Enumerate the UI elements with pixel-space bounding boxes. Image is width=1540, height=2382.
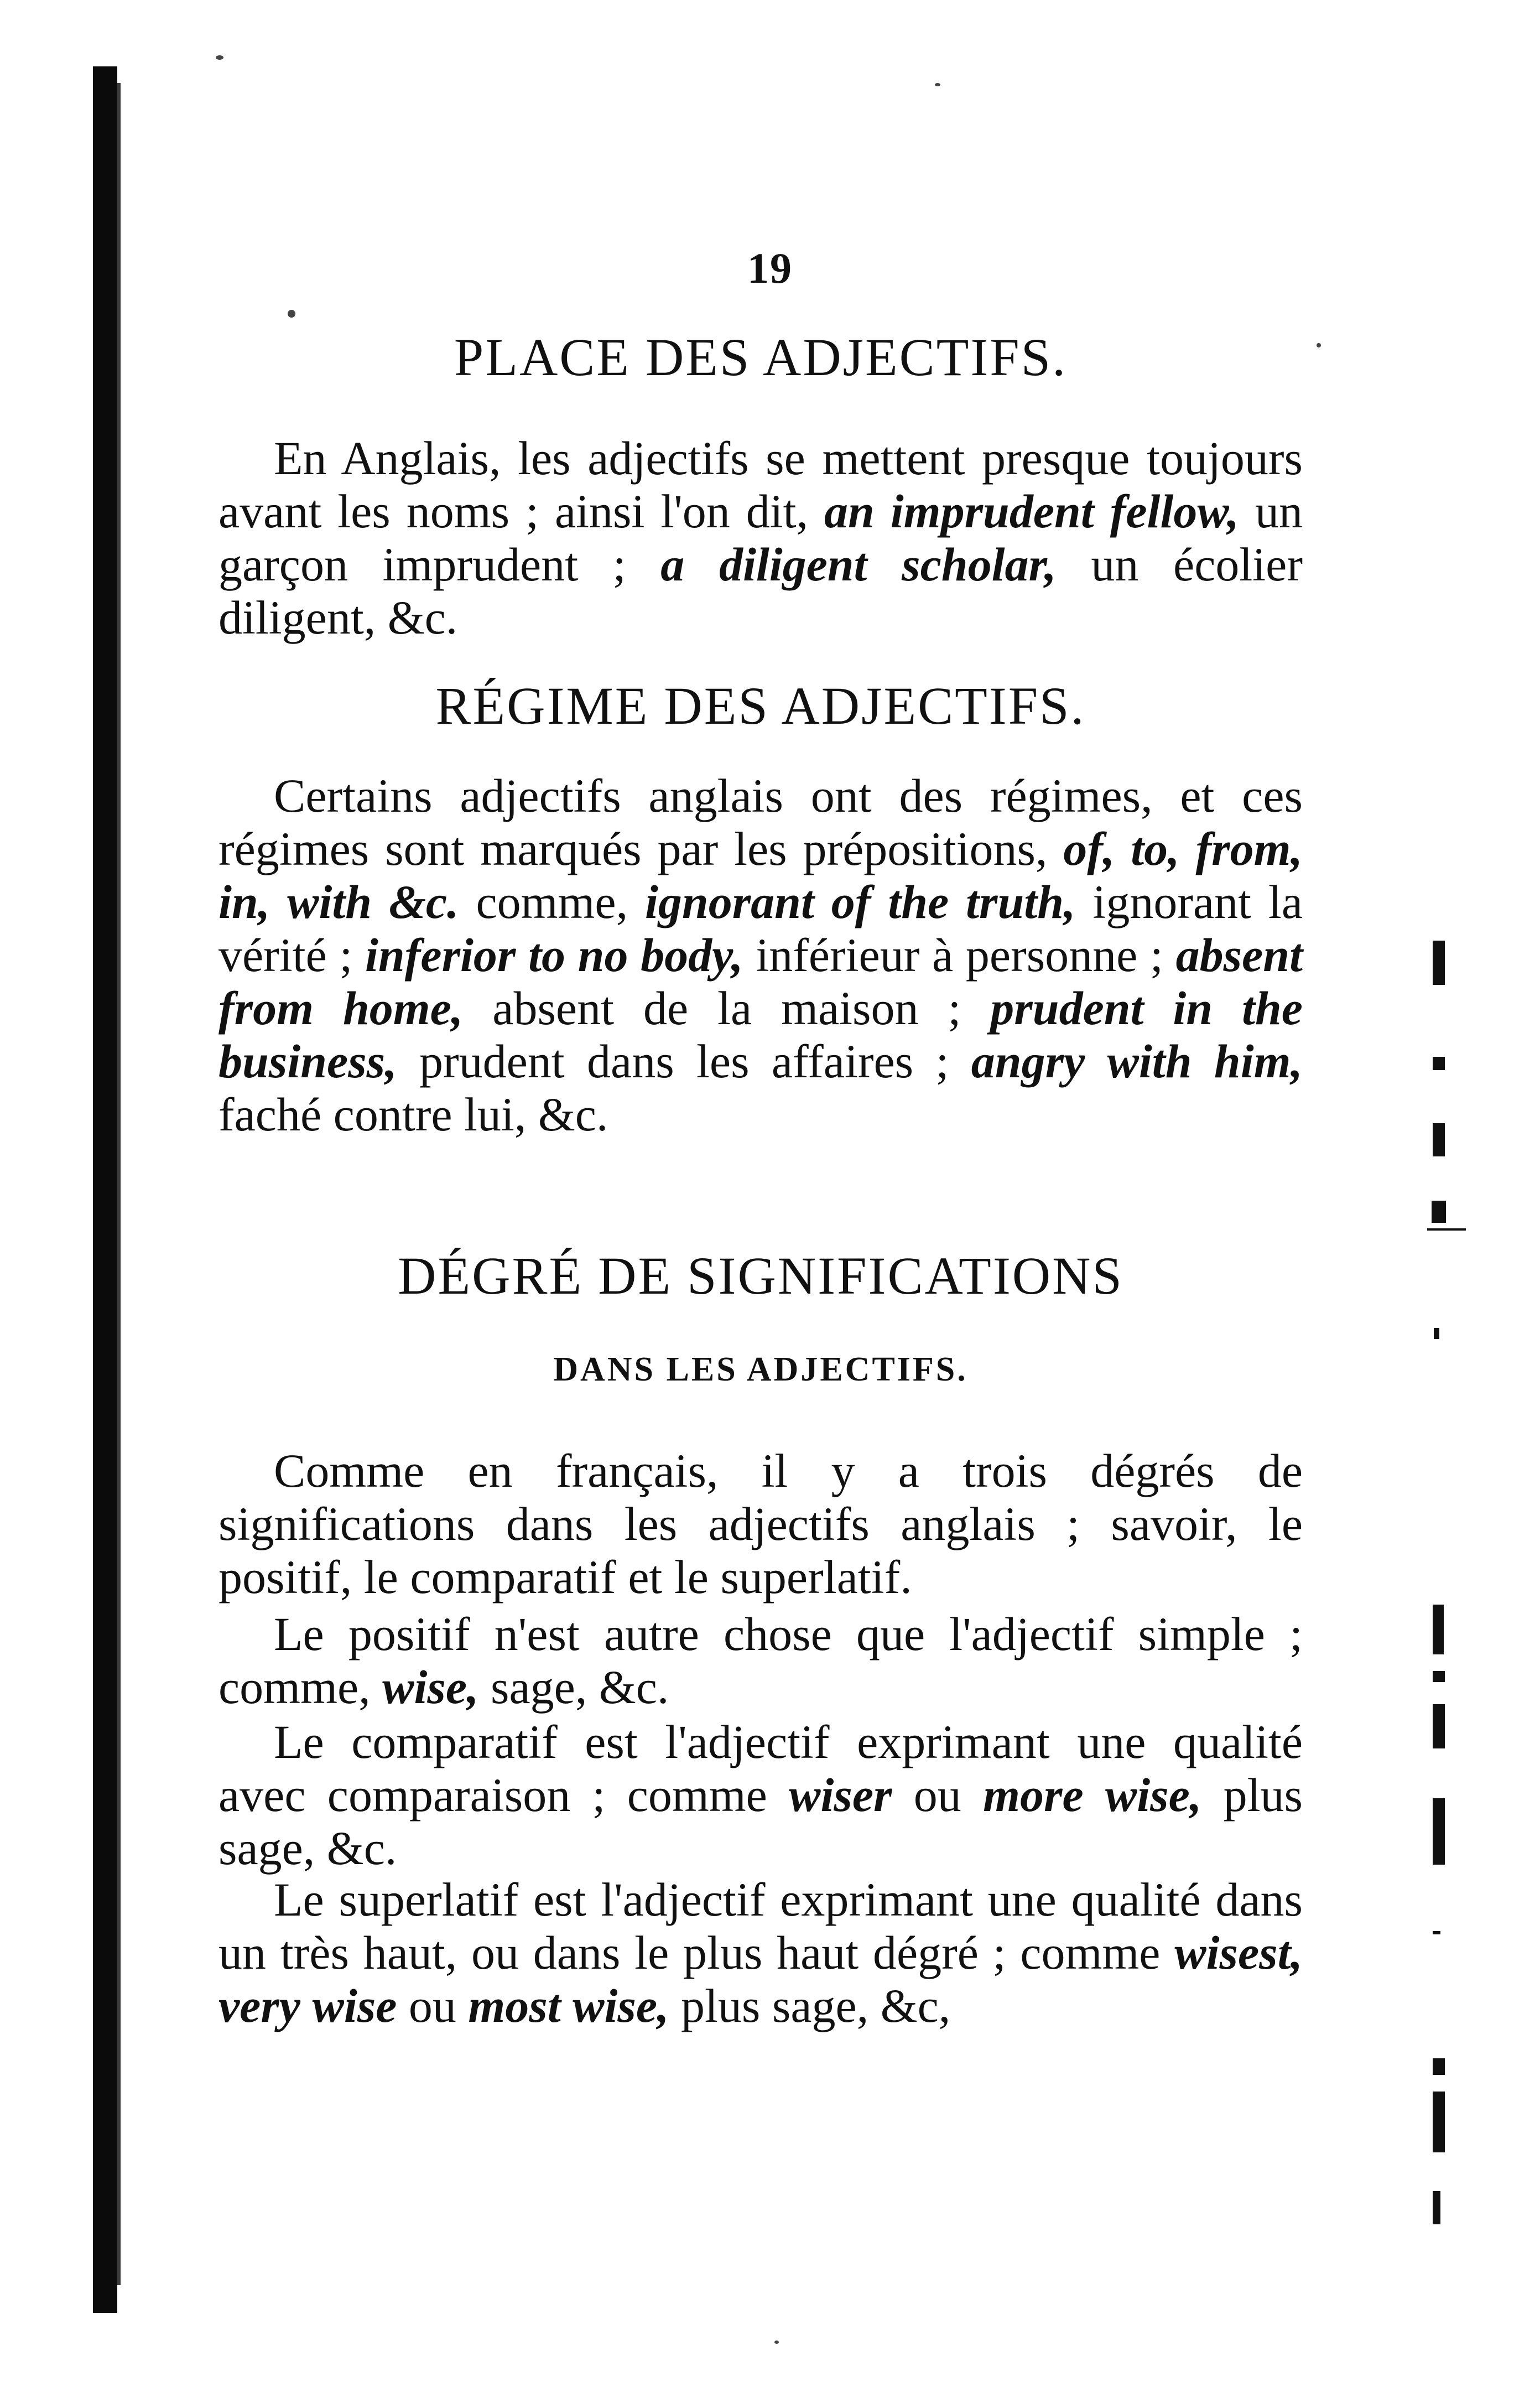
text-run: ou	[397, 1979, 469, 2032]
italic-example: wise,	[382, 1660, 479, 1714]
text-run: prudent dans les affaires ;	[397, 1035, 971, 1088]
page-number: 19	[747, 244, 793, 292]
italic-example: absent from home,	[218, 928, 1303, 1035]
scan-speck	[288, 310, 295, 318]
binding-edge	[93, 66, 117, 2313]
text-run: ou	[892, 1768, 984, 1821]
paragraph-superlatif	[218, 1873, 1303, 2032]
text-run: absent de la maison ;	[463, 982, 991, 1035]
italic-example: wiser	[789, 1768, 892, 1821]
text-run: plus sage, &c,	[669, 1979, 951, 2032]
italic-example: of, to, from, in, with &c.	[218, 822, 1303, 928]
text-run: Le positif n'est autre chose que l'adjectif simple ; comme,	[218, 1607, 1303, 1714]
paragraph-positif	[218, 1607, 1303, 1714]
scan-speck	[935, 83, 940, 86]
text-run: Certains adjectifs anglais ont des régimes, et ces régimes sont marqués par les prépositions,	[218, 769, 1303, 875]
italic-example: more wise,	[983, 1768, 1202, 1821]
text-run: Comme en français, il y a trois dégrés de significations dans les adjectifs anglais ; savoir, le positif, le comparatif et le superlatif.	[218, 1444, 1303, 1603]
paragraph-place	[218, 432, 1303, 644]
text-run: En Anglais, les adjectifs se mettent presque toujours avant les noms ; ainsi l'on dit,	[218, 432, 1303, 538]
section-heading-degre: DÉGRÉ DE SIGNIFICATIONS	[398, 1246, 1123, 1305]
text-run: Le superlatif est l'adjectif exprimant une qualité dans un très haut, ou dans le plus haut dégré ; comme	[218, 1873, 1303, 1979]
text-run: un écolier diligent, &c.	[218, 538, 1303, 644]
scan-speck	[1317, 343, 1321, 347]
text-run: sage, &c.	[478, 1660, 669, 1714]
text-run: comme,	[459, 875, 645, 928]
margin-bleed-marks	[1422, 941, 1471, 2296]
italic-example: angry with him,	[971, 1035, 1303, 1088]
section-subheading-degre: DANS LES ADJECTIFS.	[553, 1351, 968, 1388]
binding-edge-shadow	[117, 83, 121, 2285]
paragraph-regime	[218, 769, 1303, 1141]
text-run: Le comparatif est l'adjectif exprimant une qualité avec comparaison ; comme	[218, 1715, 1303, 1821]
section-heading-regime: RÉGIME DES ADJECTIFS.	[435, 676, 1086, 735]
paragraph-degres-intro	[218, 1444, 1303, 1603]
scan-speck	[774, 2341, 779, 2344]
text-run: plus sage, &c.	[218, 1768, 1303, 1875]
text-run: un garçon imprudent ;	[218, 485, 1303, 591]
italic-example: most wise,	[468, 1979, 669, 2032]
section-heading-place: PLACE DES ADJECTIFS.	[454, 328, 1068, 387]
text-run: inférieur à personne ;	[743, 928, 1176, 982]
italic-example: an imprudent fellow,	[824, 485, 1240, 538]
text-run: faché contre lui, &c.	[218, 1088, 608, 1141]
italic-example: inferior to no body,	[365, 928, 743, 982]
italic-example: a diligent scholar,	[660, 538, 1057, 591]
paragraph-comparatif	[218, 1715, 1303, 1875]
text-run: ignorant la vérité ;	[218, 875, 1303, 982]
italic-example: ignorant of the truth,	[644, 875, 1076, 928]
italic-example: prudent in the business,	[218, 982, 1303, 1088]
scan-speck	[216, 55, 223, 60]
italic-example: wisest, very wise	[218, 1926, 1303, 2032]
